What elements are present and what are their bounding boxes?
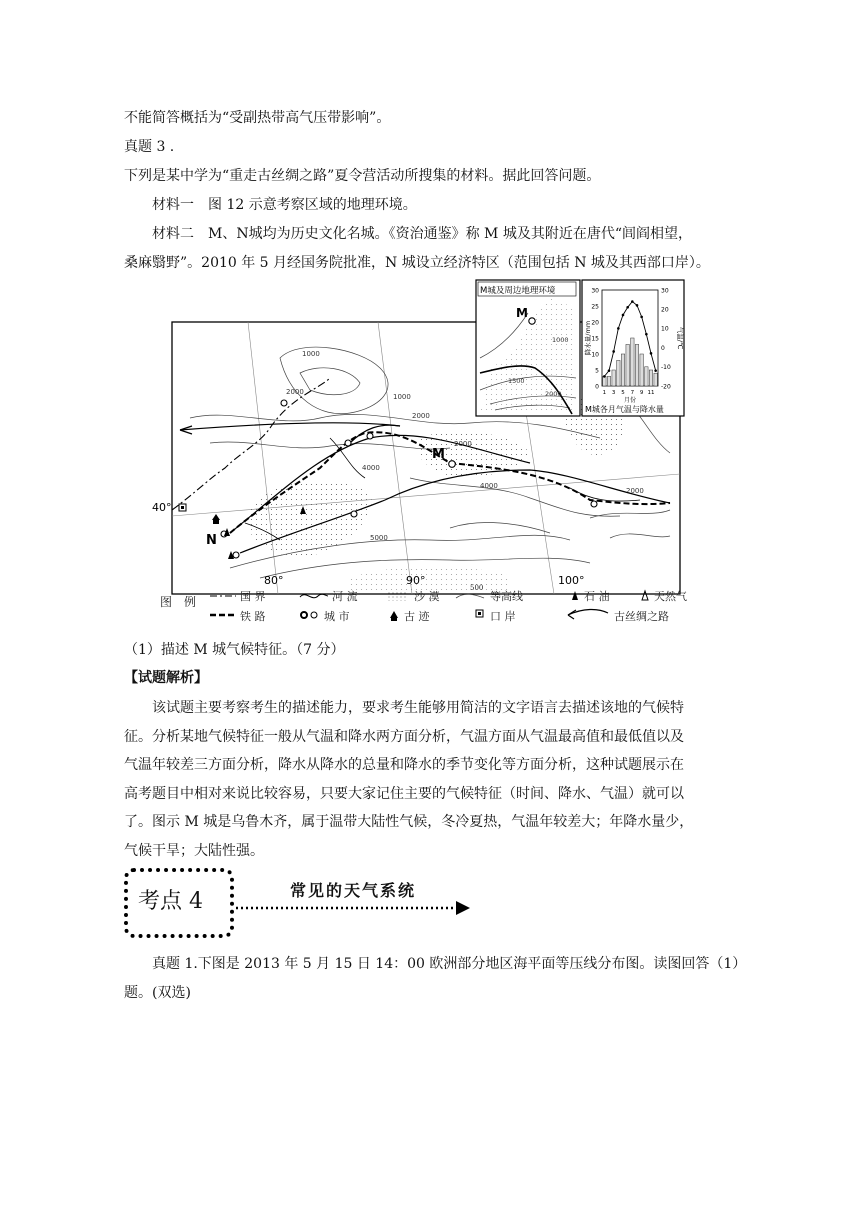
right-tick-label: -10 bbox=[661, 364, 671, 372]
precip-bar bbox=[654, 373, 657, 386]
legend-border: 国 界 bbox=[240, 590, 266, 603]
temperature-point bbox=[631, 300, 634, 303]
x-axis-label: 月份 bbox=[623, 397, 637, 404]
precip-bar bbox=[617, 360, 620, 386]
legend-port: 口 岸 bbox=[490, 610, 516, 623]
sub-question: （1）描述 M 城气候特征。（7 分） bbox=[124, 642, 345, 658]
precip-bar bbox=[640, 354, 643, 386]
analysis-line: 气候干旱；大陆性强。 bbox=[124, 842, 264, 859]
city-n-label: N bbox=[206, 533, 217, 548]
month-tick-label: 9 bbox=[639, 390, 644, 396]
longitude-label: 80° bbox=[264, 574, 284, 587]
city-marker bbox=[233, 552, 239, 558]
legend-relic: 古 迹 bbox=[404, 610, 430, 623]
left-tick-label: 25 bbox=[591, 303, 599, 311]
left-tick-label: 5 bbox=[595, 367, 599, 375]
left-tick-label: 0 bbox=[595, 383, 599, 391]
climate-chart-caption: M城各月气温与降水量 bbox=[585, 405, 664, 414]
month-tick-label: 1 bbox=[602, 390, 607, 396]
analysis-line: 征。分析某地气候特征一般从气温和降水两方面分析，气温方面从气温最高值和最低值以及 bbox=[124, 728, 684, 745]
climate-chart bbox=[582, 280, 685, 416]
inset-title: M城及周边地理环境 bbox=[480, 286, 556, 296]
legend-silk-road: 古丝绸之路 bbox=[614, 610, 669, 623]
contour-label: 2000 bbox=[412, 412, 430, 420]
city-marker bbox=[281, 400, 287, 406]
temperature-point bbox=[608, 369, 611, 372]
legend-gas: 天然气 bbox=[654, 590, 687, 603]
inset-map bbox=[476, 280, 580, 416]
next-question-cont: 题。(双选) bbox=[124, 985, 191, 1001]
precip-bar bbox=[607, 376, 610, 386]
precip-bar bbox=[631, 338, 634, 386]
precip-bar bbox=[649, 370, 652, 386]
month-tick-label: 7 bbox=[630, 390, 635, 396]
contour-label: 5000 bbox=[370, 534, 388, 542]
contour-label: 2000 bbox=[626, 487, 644, 495]
contour-label: 2000 bbox=[545, 390, 562, 398]
inset-city-label: M bbox=[516, 306, 528, 320]
legend-city: 城 市 bbox=[324, 610, 350, 623]
temperature-point bbox=[645, 333, 648, 336]
city-marker bbox=[591, 501, 597, 507]
precip-bar bbox=[635, 344, 638, 386]
material-two-cont: 桑麻翳野”。2010 年 5 月经国务院批准，N 城设立经济特区（范围包括 N 城及其西部口岸）。 bbox=[124, 255, 710, 271]
temperature-point bbox=[603, 375, 606, 378]
legend-contour: 等高线 bbox=[490, 590, 523, 603]
right-tick-label: 20 bbox=[661, 306, 669, 314]
temperature-point bbox=[622, 314, 625, 317]
legend-contour-sample: 500 bbox=[470, 584, 484, 592]
city-marker bbox=[367, 433, 373, 439]
precip-bar bbox=[645, 367, 648, 386]
temperature-point bbox=[636, 304, 639, 307]
right-tick-label: 10 bbox=[661, 325, 669, 333]
temperature-point bbox=[650, 352, 653, 355]
month-tick-label: 11 bbox=[647, 390, 655, 396]
contour-label: 1000 bbox=[393, 393, 411, 401]
precip-bar bbox=[621, 354, 624, 386]
right-tick-label: -20 bbox=[661, 383, 671, 391]
city-marker bbox=[345, 440, 351, 446]
right-tick-label: 0 bbox=[661, 344, 665, 352]
legend-river: 河 流 bbox=[332, 590, 358, 603]
month-tick-label: 5 bbox=[621, 390, 625, 396]
temperature-point bbox=[626, 306, 629, 309]
contour-label: 1000 bbox=[552, 336, 569, 344]
legend-title: 图 例 bbox=[160, 595, 197, 609]
city-m-label: M bbox=[432, 447, 445, 462]
analysis-line: 高考题目中相对来说比较容易，只要大家记住主要的气候特征（时间、降水、气温）就可以 bbox=[124, 785, 684, 802]
left-tick-label: 20 bbox=[591, 319, 599, 327]
right-axis-label: 气温/℃ bbox=[676, 326, 684, 350]
contour-label: 2000 bbox=[286, 388, 304, 396]
material-one: 材料一 图 12 示意考察区域的地理环境。 bbox=[152, 197, 417, 213]
text-line: 下列是某中学为“重走古丝绸之路”夏令营活动所搜集的材料。据此回答问题。 bbox=[124, 168, 601, 184]
geography-figure bbox=[150, 278, 690, 638]
latitude-label: 40° bbox=[152, 501, 172, 514]
analysis-heading: 【试题解析】 bbox=[124, 670, 208, 686]
kaodian-title: 常见的天气系统 bbox=[290, 881, 417, 900]
legend-desert: 沙 漠 bbox=[414, 590, 440, 603]
question-number: 真题 3 . bbox=[124, 139, 175, 155]
contour-label: 4000 bbox=[480, 482, 498, 490]
material-two: 材料二 M、N城均为历史文化名城。《资治通鉴》称 M 城及其附近在唐代“闾阎相望， bbox=[152, 226, 692, 242]
city-marker bbox=[351, 511, 357, 517]
analysis-line: 了。图示 M 城是乌鲁木齐，属于温带大陆性气候，冬冷夏热，气温年较差大；年降水量少， bbox=[124, 814, 694, 830]
contour-label: 4000 bbox=[362, 464, 380, 472]
analysis-body bbox=[124, 694, 734, 865]
analysis-line: 该试题主要考察考生的描述能力，要求考生能够用简洁的文字语言去描述该地的气候特 bbox=[152, 700, 684, 716]
text-line: 不能简答概括为“受副热带高气压带影响”。 bbox=[124, 110, 391, 126]
precip-bar bbox=[603, 376, 606, 386]
month-tick-label: 3 bbox=[611, 390, 616, 396]
contour-label: 1500 bbox=[508, 377, 525, 385]
temperature-point bbox=[612, 350, 615, 353]
kaodian-label: 考点 4 bbox=[138, 889, 203, 914]
city-m-marker bbox=[449, 461, 456, 468]
precip-bar bbox=[626, 344, 629, 386]
longitude-label: 100° bbox=[558, 574, 585, 587]
legend-railway: 铁 路 bbox=[240, 610, 266, 623]
longitude-label: 90° bbox=[406, 574, 426, 587]
left-axis-label: 降水量/mm bbox=[584, 320, 592, 356]
precip-bar bbox=[612, 370, 615, 386]
legend-oil: 石 油 bbox=[584, 590, 610, 603]
right-tick-label: 30 bbox=[661, 287, 669, 295]
next-question: 真题 1.下图是 2013 年 5 月 15 日 14：00 欧洲部分地区海平面等压线分布图。读图回答（1） bbox=[152, 956, 747, 972]
temperature-point bbox=[617, 327, 620, 330]
temperature-point bbox=[654, 369, 657, 372]
contour-label: 2000 bbox=[454, 440, 472, 448]
left-tick-label: 10 bbox=[591, 351, 599, 359]
left-tick-label: 15 bbox=[591, 335, 599, 343]
temperature-point bbox=[640, 316, 643, 319]
left-tick-label: 30 bbox=[591, 287, 599, 295]
contour-label: 1000 bbox=[302, 350, 320, 358]
analysis-line: 气温年较差三方面分析，降水从降水的总量和降水的季节变化等方面分析，这种试题展示在 bbox=[124, 757, 684, 773]
